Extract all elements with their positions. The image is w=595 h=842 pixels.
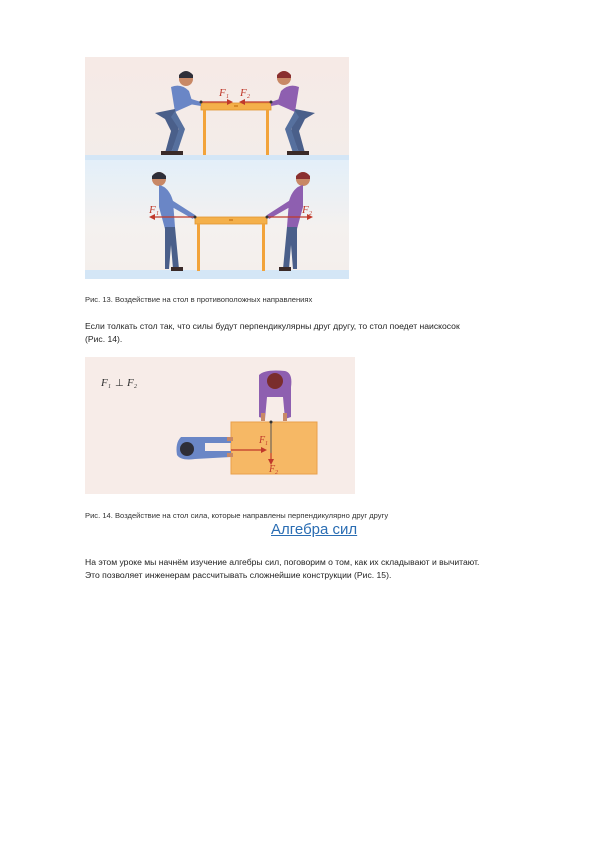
label-bottom-f2-sub: 2 xyxy=(309,211,312,217)
figure-13-illustration xyxy=(85,57,349,279)
label-top-f2-sub: 2 xyxy=(247,94,250,100)
svg-text:1: 1 xyxy=(108,384,111,390)
label-f1-sub: 1 xyxy=(265,441,268,447)
perpendicular-formula xyxy=(100,377,137,390)
paragraph-line: (Рис. 14). xyxy=(85,334,123,344)
label-bottom-f2: F xyxy=(302,204,309,216)
figure-14-caption: Рис. 14. Воздействие на стол сила, которые направлены перпендикулярно друг другу xyxy=(85,511,389,520)
label-top-f1: F xyxy=(219,87,226,99)
svg-text:F: F xyxy=(101,377,108,389)
section-title-link[interactable]: Алгебра сил xyxy=(271,521,358,538)
figure-13-caption: Рис. 13. Воздействие на стол в противоположных направлениях xyxy=(85,295,313,304)
label-bottom-f1-sub: 1 xyxy=(156,211,159,217)
label-top-f1-sub: 1 xyxy=(226,94,229,100)
svg-text:⊥: ⊥ xyxy=(115,378,124,389)
figure-14-illustration xyxy=(85,357,355,494)
label-f2-sub: 2 xyxy=(275,470,278,476)
label-bottom-f1: F xyxy=(149,204,156,216)
paragraph-line: На этом уроке мы начнём изучение алгебры сил, поговорим о том, как их складывают и вычитают. xyxy=(85,557,480,567)
label-top-f2: F xyxy=(240,87,247,99)
label-f1: F xyxy=(259,435,266,446)
paragraph-line: Это позволяет инженерам рассчитывать сложнейшие конструкции (Рис. 15). xyxy=(85,570,392,580)
paragraph-algebra xyxy=(85,556,565,582)
paragraph-perpendicular xyxy=(85,320,555,346)
paragraph-line: Если толкать стол так, что силы будут перпендикулярны друг другу, то стол поедет наискосок xyxy=(85,321,460,331)
label-f2: F xyxy=(269,464,276,475)
svg-text:2: 2 xyxy=(134,384,137,390)
svg-text:F: F xyxy=(127,377,134,389)
